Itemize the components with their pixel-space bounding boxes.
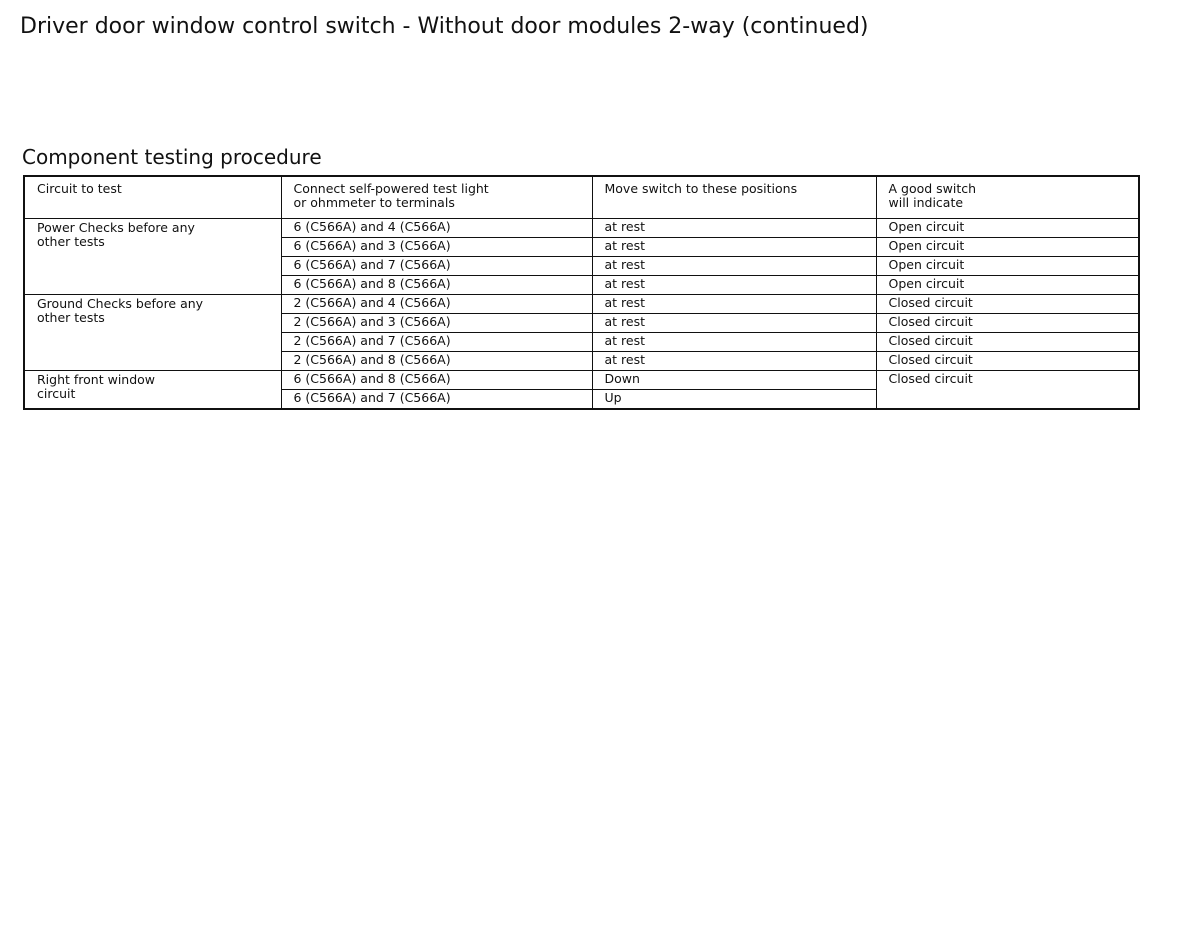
- header-switch-positions: [592, 176, 876, 219]
- terminals-cell: 6 (C566A) and 7 (C566A): [281, 390, 592, 410]
- position-cell: at rest: [592, 352, 876, 371]
- terminals-cell: 2 (C566A) and 8 (C566A): [281, 352, 592, 371]
- circuit-label: circuit: [37, 386, 76, 401]
- position-cell: Down: [592, 371, 876, 390]
- terminals-cell: 6 (C566A) and 4 (C566A): [281, 219, 592, 238]
- indicate-cell: Open circuit: [876, 276, 1139, 295]
- header-text: A good switch: [888, 181, 977, 196]
- header-connect-terminals: [281, 176, 592, 219]
- circuit-group-ground-checks: [24, 295, 281, 371]
- indicate-cell: Open circuit: [876, 238, 1139, 257]
- terminals-cell: 2 (C566A) and 4 (C566A): [281, 295, 592, 314]
- indicate-cell: Open circuit: [876, 219, 1139, 238]
- circuit-group-right-front-window: [24, 371, 281, 410]
- table-row: [24, 219, 1139, 238]
- indicate-cell: Open circuit: [876, 257, 1139, 276]
- header-text: will indicate: [888, 195, 964, 210]
- component-testing-table: [23, 175, 1140, 410]
- position-cell: at rest: [592, 238, 876, 257]
- circuit-label: Ground Checks before any: [37, 296, 204, 311]
- position-cell: Up: [592, 390, 876, 410]
- table-row: [24, 295, 1139, 314]
- section-title: Component testing procedure: [22, 145, 322, 169]
- terminals-cell: 6 (C566A) and 3 (C566A): [281, 238, 592, 257]
- page-title: Driver door window control switch - Without door modules 2-way (continued): [20, 14, 869, 39]
- indicate-cell: Closed circuit: [876, 333, 1139, 352]
- header-good-switch-indicates: [876, 176, 1139, 219]
- position-cell: at rest: [592, 295, 876, 314]
- position-cell: at rest: [592, 276, 876, 295]
- header-text: Circuit to test: [37, 181, 122, 196]
- indicate-cell: Closed circuit: [876, 295, 1139, 314]
- indicate-cell: Closed circuit: [876, 314, 1139, 333]
- header-text: Connect self-powered test light: [293, 181, 489, 196]
- terminals-cell: 2 (C566A) and 3 (C566A): [281, 314, 592, 333]
- position-cell: at rest: [592, 257, 876, 276]
- terminals-cell: 6 (C566A) and 7 (C566A): [281, 257, 592, 276]
- circuit-label: Right front window: [37, 372, 156, 387]
- position-cell: at rest: [592, 314, 876, 333]
- header-text: Move switch to these positions: [604, 181, 798, 196]
- circuit-label: other tests: [37, 310, 105, 325]
- header-row: [24, 176, 1139, 219]
- table-header: [24, 176, 1139, 219]
- indicate-cell: Closed circuit: [876, 371, 1139, 410]
- terminals-cell: 6 (C566A) and 8 (C566A): [281, 371, 592, 390]
- circuit-label: Power Checks before any: [37, 220, 195, 235]
- indicate-cell: Closed circuit: [876, 352, 1139, 371]
- circuit-label: other tests: [37, 234, 105, 249]
- terminals-cell: 6 (C566A) and 8 (C566A): [281, 276, 592, 295]
- circuit-group-power-checks: [24, 219, 281, 295]
- table-row: [24, 371, 1139, 390]
- terminals-cell: 2 (C566A) and 7 (C566A): [281, 333, 592, 352]
- header-circuit-to-test: [24, 176, 281, 219]
- position-cell: at rest: [592, 219, 876, 238]
- table-body: [24, 219, 1139, 410]
- position-cell: at rest: [592, 333, 876, 352]
- header-text: or ohmmeter to terminals: [293, 195, 455, 210]
